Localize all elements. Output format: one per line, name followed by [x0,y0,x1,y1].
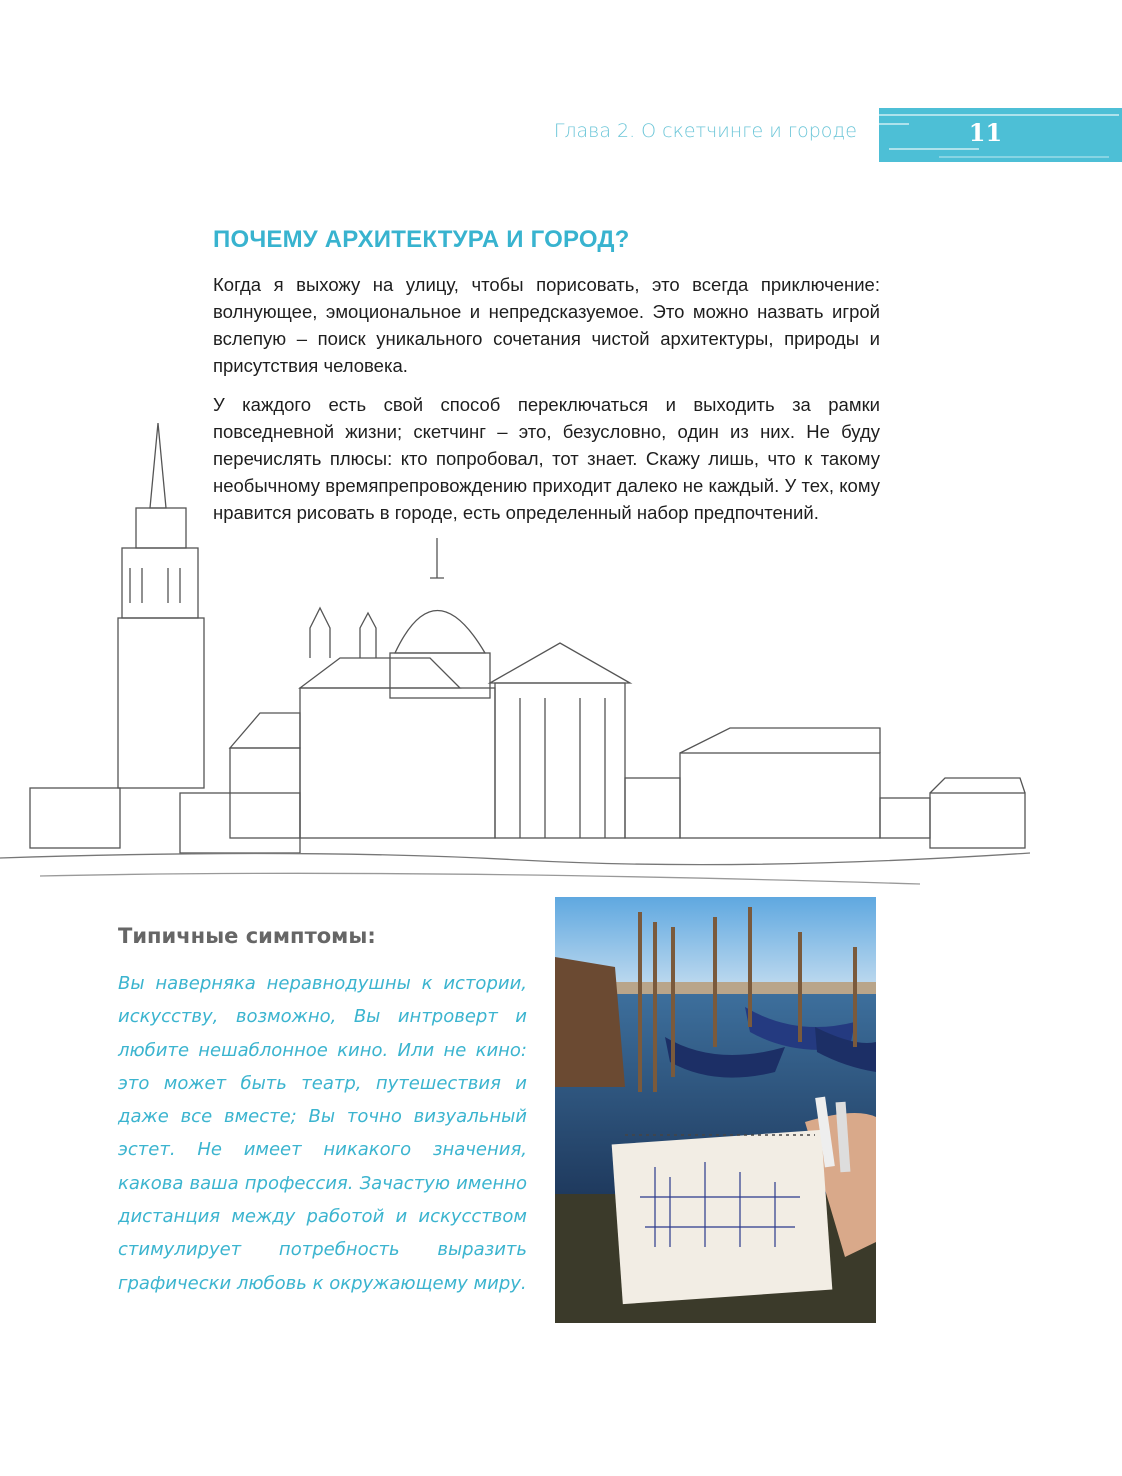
paragraph: Когда я выхожу на улицу, чтобы порисовать, это всегда приключение: волнующее, эмоциональное и непредсказуемое. Это можно назвать игрой вслепую – поиск уникального сочетания чистой архитектуры, природы и присутствия человека. [213,274,880,376]
section-title: ПОЧЕМУ АРХИТЕКТУРА И ГОРОД? [213,226,630,253]
sidebar-title: Типичные симптомы: [118,924,376,948]
venice-sketch-illustration [0,418,1040,888]
paragraph: У каждого есть свой способ переключаться и выходить за рамки повседневной жизни; скетчинг – это, безусловно, один из них. Не буду перечислять плюсы: кто попробовал, тот знает. Скажу лишь, что к такому необычному времяпрепровождению приходит далеко не каждый. У тех, кому нравится рисовать в городе, есть определенный набор предпочтений. [213,394,880,523]
page-number-banner [879,108,1122,162]
gondolas-photo [555,897,876,1323]
page-number: 11 [968,118,1003,147]
sidebar-text: Вы наверняка неравнодушны к истории, искусству, возможно, Вы интроверт и любите нешаблонное кино. Или не кино: это может быть театр, путешествия и даже все вместе; Вы точно визуальный эстет. Не имеет никакого значения, какова ваша профессия. Зачастую именно дистанция между работой и искусством стимулирует потребность выразить графически любовь к окружающему миру. [118,973,527,1294]
chapter-header: Глава 2. О скетчинге и городе [553,120,857,142]
